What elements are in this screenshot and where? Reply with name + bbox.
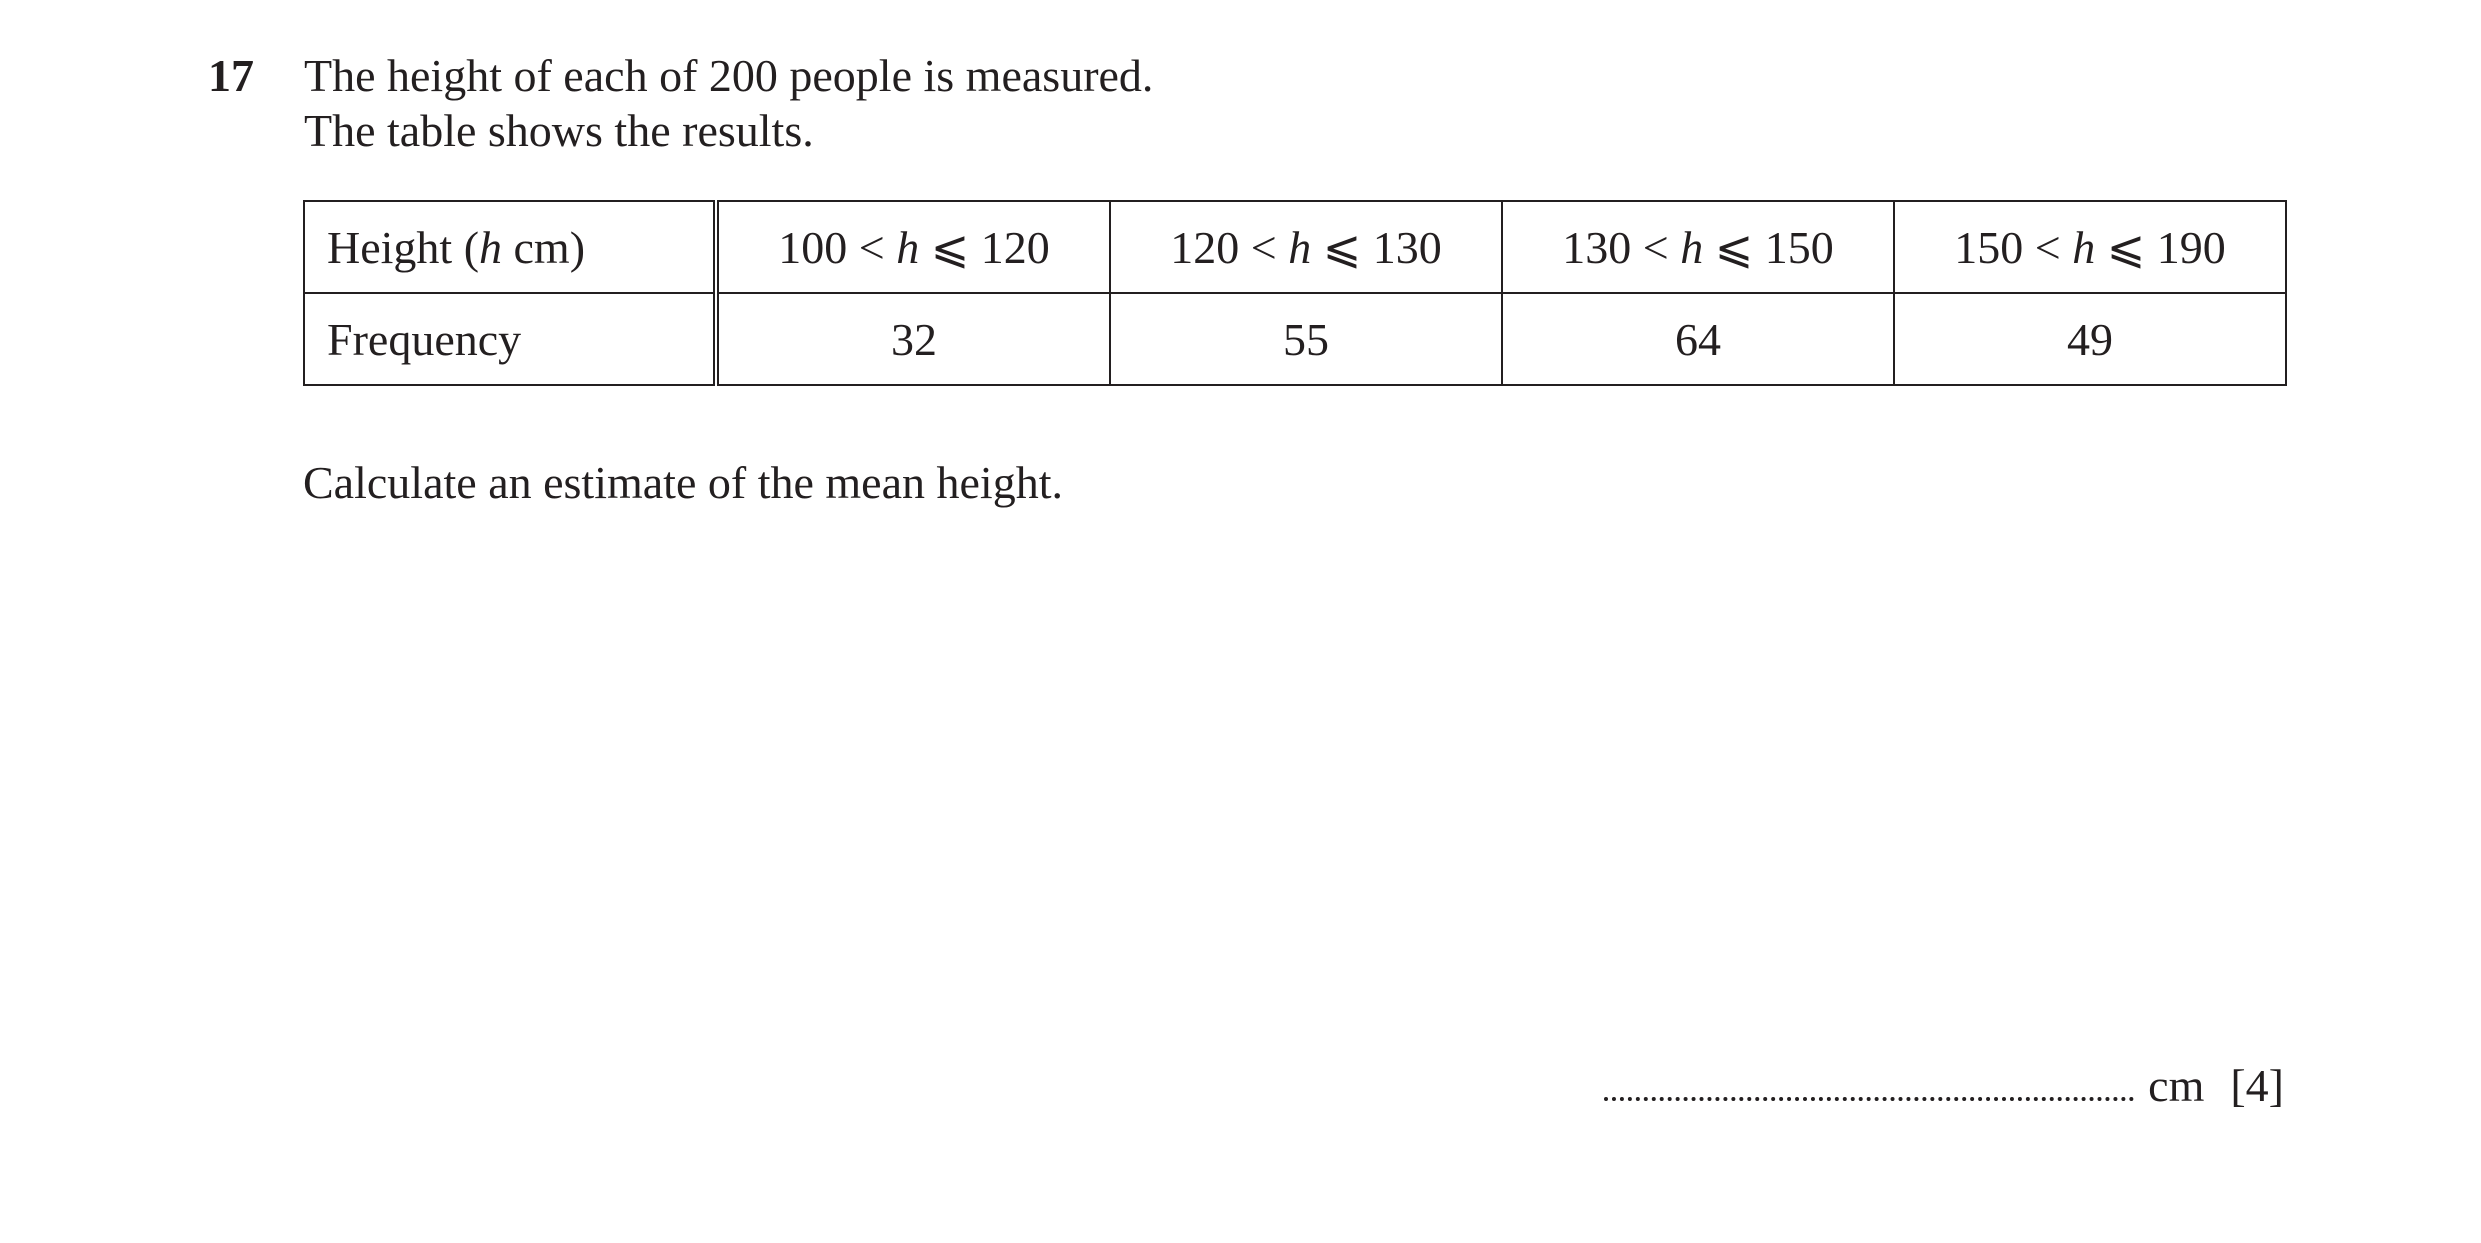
height-row [304,201,2286,293]
frequency-cell: 64 [1502,293,1894,385]
marks-label: [4] [2230,1060,2284,1111]
answer-line [1604,1055,2284,1114]
interval-cell: 100 < h ⩽ 120 [716,201,1110,293]
frequency-row [304,293,2286,385]
height-header-cell [304,201,716,293]
answer-blank[interactable] [1604,1055,2134,1101]
frequency-cell: 49 [1894,293,2286,385]
frequency-cell: 32 [716,293,1110,385]
height-label-prefix: Height ( [327,221,480,273]
frequency-table [303,200,2287,386]
interval-cell: 150 < h ⩽ 190 [1894,201,2286,293]
intro-line-1: The height of each of 200 people is measured. [304,50,1154,101]
interval-cell: 120 < h ⩽ 130 [1110,201,1502,293]
question-number: 17 [208,50,254,101]
frequency-header-cell: Frequency [304,293,716,385]
question-prompt: Calculate an estimate of the mean height. [303,457,1063,508]
intro-line-2: The table shows the results. [304,105,814,156]
question-intro [304,48,1153,158]
frequency-cell: 55 [1110,293,1502,385]
interval-cell: 130 < h ⩽ 150 [1502,201,1894,293]
height-label-suffix: cm) [502,221,586,273]
answer-unit: cm [2148,1060,2205,1111]
height-variable: h [479,221,503,273]
